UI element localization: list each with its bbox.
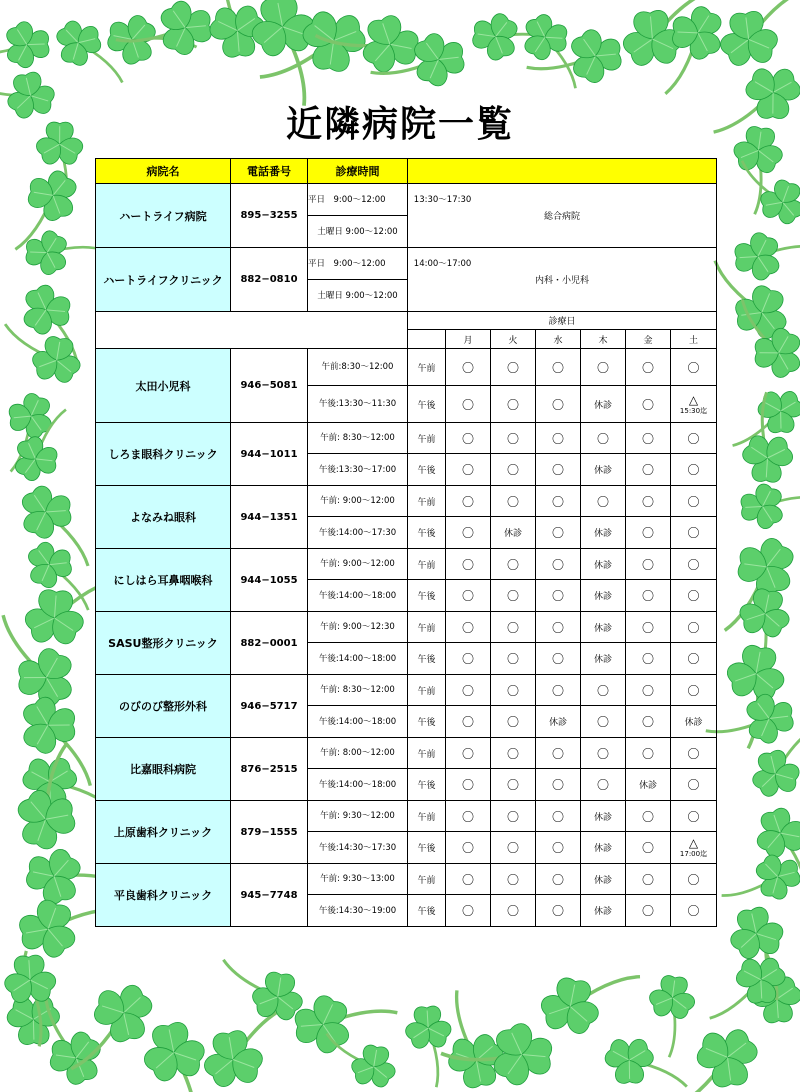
hospital-name: ハートライフ病院 bbox=[96, 184, 231, 248]
day-status: 〇 bbox=[626, 706, 671, 738]
day-status: 〇 bbox=[536, 423, 581, 454]
clinic-name: 平良歯科クリニック bbox=[96, 864, 231, 927]
day-status: 〇 bbox=[626, 895, 671, 927]
clinic-hours: 午前: 9:30～13:00 bbox=[308, 864, 408, 895]
day-status: 〇 bbox=[446, 706, 491, 738]
clinic-name: のびのび整形外科 bbox=[96, 675, 231, 738]
table-row bbox=[96, 738, 717, 769]
day-status: 〇 bbox=[536, 895, 581, 927]
day-status: 〇 bbox=[671, 801, 717, 832]
period-label: 午後 bbox=[408, 580, 446, 612]
table-header-row bbox=[96, 159, 717, 184]
day-status: 〇 bbox=[446, 423, 491, 454]
day-header: 金 bbox=[626, 330, 671, 349]
clinic-hours: 午前: 9:00～12:00 bbox=[308, 549, 408, 580]
day-status: 〇 bbox=[671, 580, 717, 612]
clinic-phone: 945−7748 bbox=[231, 864, 308, 927]
clinic-hours: 午後:13:30～17:00 bbox=[308, 454, 408, 486]
header-phone: 電話番号 bbox=[231, 159, 308, 184]
day-status: 〇 bbox=[626, 801, 671, 832]
day-status: 〇 bbox=[446, 549, 491, 580]
clover-icon bbox=[714, 847, 800, 916]
day-status: 〇 bbox=[671, 349, 717, 386]
period-label: 午前 bbox=[408, 612, 446, 643]
day-header: 木 bbox=[581, 330, 626, 349]
clover-icon bbox=[596, 1025, 698, 1092]
day-status: 〇 bbox=[536, 549, 581, 580]
table-row bbox=[96, 248, 717, 280]
table-row bbox=[96, 486, 717, 517]
day-status: 休診 bbox=[581, 801, 626, 832]
day-status: 休診 bbox=[581, 643, 626, 675]
clinic-phone: 946−5081 bbox=[231, 349, 308, 423]
hospital-department: 内科・小児科 bbox=[408, 248, 717, 312]
day-status: 〇 bbox=[536, 486, 581, 517]
day-status: 〇 bbox=[536, 349, 581, 386]
clinic-phone: 946−5717 bbox=[231, 675, 308, 738]
day-status-mark: △ bbox=[688, 392, 699, 407]
period-label: 午前 bbox=[408, 349, 446, 386]
period-label: 午後 bbox=[408, 769, 446, 801]
day-status: 〇 bbox=[536, 864, 581, 895]
day-status: 〇 bbox=[446, 580, 491, 612]
period-label: 午後 bbox=[408, 895, 446, 927]
clinic-hours: 午後:13:30～11:30 bbox=[308, 386, 408, 423]
day-status: 休診 bbox=[536, 706, 581, 738]
day-status: 〇 bbox=[626, 864, 671, 895]
day-status: 〇 bbox=[626, 832, 671, 864]
day-status: 〇 bbox=[581, 675, 626, 706]
period-label: 午後 bbox=[408, 517, 446, 549]
hours-weekday: 平日 9:00～12:00 13:30～17:30 bbox=[308, 184, 408, 216]
period-label: 午後 bbox=[408, 706, 446, 738]
day-status: 〇 bbox=[536, 454, 581, 486]
clinic-hours: 午前: 9:30～12:00 bbox=[308, 801, 408, 832]
clinic-phone: 944−1011 bbox=[231, 423, 308, 486]
day-status: 〇 bbox=[671, 675, 717, 706]
day-status: 休診 bbox=[581, 864, 626, 895]
day-status-note: 17:00迄 bbox=[679, 850, 708, 858]
table-row bbox=[96, 423, 717, 454]
clover-icon bbox=[534, 952, 652, 1046]
table-row bbox=[96, 184, 717, 216]
page-title: 近隣病院一覧 bbox=[285, 104, 514, 145]
clover-icon bbox=[639, 973, 700, 1060]
day-status: 〇 bbox=[536, 643, 581, 675]
clinic-hours: 午後:14:00～17:30 bbox=[308, 517, 408, 549]
clover-icon bbox=[25, 227, 105, 279]
day-status: 〇 bbox=[491, 454, 536, 486]
day-status: 〇 bbox=[536, 612, 581, 643]
day-status: 休診 bbox=[581, 895, 626, 927]
day-status: 〇 bbox=[671, 769, 717, 801]
day-status: 〇 bbox=[671, 454, 717, 486]
day-status: 〇 bbox=[491, 580, 536, 612]
day-status: 〇 bbox=[671, 864, 717, 895]
hospital-table bbox=[95, 158, 717, 927]
day-status: 〇 bbox=[446, 675, 491, 706]
day-status: 〇 bbox=[671, 549, 717, 580]
table-row bbox=[96, 612, 717, 643]
hours-saturday: 土曜日 9:00～12:00 bbox=[308, 280, 408, 312]
hours-saturday: 土曜日 9:00～12:00 bbox=[308, 216, 408, 248]
table-row bbox=[96, 349, 717, 386]
day-status: 〇 bbox=[446, 769, 491, 801]
day-status: 〇 bbox=[626, 386, 671, 423]
day-status: 〇 bbox=[491, 706, 536, 738]
day-status bbox=[671, 832, 717, 864]
day-status-note: 15:30迄 bbox=[679, 406, 708, 415]
clover-icon bbox=[734, 226, 800, 284]
table-row bbox=[96, 801, 717, 832]
day-status: 〇 bbox=[446, 643, 491, 675]
day-status: 〇 bbox=[446, 801, 491, 832]
day-status: 〇 bbox=[446, 349, 491, 386]
clover-icon bbox=[135, 1017, 223, 1092]
clinic-hours: 午前: 9:00～12:00 bbox=[308, 486, 408, 517]
clinic-phone: 876−2515 bbox=[231, 738, 308, 801]
day-status: 休診 bbox=[581, 832, 626, 864]
day-status: 〇 bbox=[626, 643, 671, 675]
day-status: 〇 bbox=[491, 386, 536, 423]
day-status: 〇 bbox=[626, 486, 671, 517]
day-status: 〇 bbox=[491, 769, 536, 801]
period-label: 午後 bbox=[408, 386, 446, 423]
period-label: 午後 bbox=[408, 454, 446, 486]
days-label: 診療日 bbox=[408, 312, 717, 330]
day-status: 〇 bbox=[671, 895, 717, 927]
clover-icon bbox=[644, 1013, 771, 1092]
day-status: 〇 bbox=[626, 423, 671, 454]
day-status: 〇 bbox=[491, 832, 536, 864]
day-status: 〇 bbox=[446, 864, 491, 895]
hours-weekday: 平日 9:00～12:00 14:00～17:00 bbox=[308, 248, 408, 280]
day-status: 〇 bbox=[671, 486, 717, 517]
clinic-name: よなみね眼科 bbox=[96, 486, 231, 549]
day-status: 〇 bbox=[446, 895, 491, 927]
clinic-phone: 944−1055 bbox=[231, 549, 308, 612]
day-status: 〇 bbox=[626, 549, 671, 580]
period-label: 午前 bbox=[408, 738, 446, 769]
day-status: 〇 bbox=[536, 738, 581, 769]
day-status: 休診 bbox=[581, 612, 626, 643]
clinic-phone: 882−0001 bbox=[231, 612, 308, 675]
day-status: 休診 bbox=[491, 517, 536, 549]
clinic-hours: 午後:14:00～18:00 bbox=[308, 580, 408, 612]
day-status: 〇 bbox=[446, 386, 491, 423]
clinic-phone: 879−1555 bbox=[231, 801, 308, 864]
period-label: 午前 bbox=[408, 864, 446, 895]
day-status: 〇 bbox=[491, 423, 536, 454]
day-status: 〇 bbox=[671, 423, 717, 454]
day-status: 〇 bbox=[626, 738, 671, 769]
day-status: 〇 bbox=[536, 832, 581, 864]
day-status: 〇 bbox=[446, 517, 491, 549]
day-status: 〇 bbox=[581, 349, 626, 386]
day-status: 〇 bbox=[491, 675, 536, 706]
day-status: 〇 bbox=[626, 675, 671, 706]
clinic-hours: 午後:14:00～18:00 bbox=[308, 706, 408, 738]
day-status: 〇 bbox=[671, 643, 717, 675]
clinic-name: 上原歯科クリニック bbox=[96, 801, 231, 864]
day-header: 火 bbox=[491, 330, 536, 349]
day-status: 〇 bbox=[446, 832, 491, 864]
days-label-row bbox=[96, 312, 717, 330]
day-status: 〇 bbox=[491, 643, 536, 675]
header-name: 病院名 bbox=[96, 159, 231, 184]
period-label: 午前 bbox=[408, 423, 446, 454]
clover-icon bbox=[0, 18, 50, 72]
hospital-department: 総合病院 bbox=[408, 184, 717, 248]
day-status: 〇 bbox=[491, 895, 536, 927]
clinic-hours: 午前: 8:30～12:00 bbox=[308, 675, 408, 706]
day-status: 〇 bbox=[581, 706, 626, 738]
hospital-name: ハートライフクリニック bbox=[96, 248, 231, 312]
day-status: 〇 bbox=[491, 612, 536, 643]
day-status: 〇 bbox=[491, 864, 536, 895]
day-status: 休診 bbox=[581, 549, 626, 580]
day-status: 〇 bbox=[581, 423, 626, 454]
clinic-name: 比嘉眼科病院 bbox=[96, 738, 231, 801]
clinic-hours: 午後:14:00～18:00 bbox=[308, 643, 408, 675]
day-status: 〇 bbox=[446, 454, 491, 486]
day-status: 〇 bbox=[446, 738, 491, 769]
day-status: 休診 bbox=[626, 769, 671, 801]
day-status: 〇 bbox=[536, 801, 581, 832]
blank-cell bbox=[96, 312, 408, 349]
day-status: 〇 bbox=[491, 801, 536, 832]
clinic-hours: 午前: 8:00～12:00 bbox=[308, 738, 408, 769]
day-status: 〇 bbox=[536, 675, 581, 706]
blank-period-header bbox=[408, 330, 446, 349]
day-status: 休診 bbox=[581, 454, 626, 486]
clinic-hours: 午前: 8:30～12:00 bbox=[308, 423, 408, 454]
clinic-hours: 午前: 9:00～12:30 bbox=[308, 612, 408, 643]
hospital-phone: 882−0810 bbox=[231, 248, 308, 312]
day-status: 〇 bbox=[671, 517, 717, 549]
day-status: 〇 bbox=[581, 486, 626, 517]
day-status: 〇 bbox=[626, 349, 671, 386]
day-status: 〇 bbox=[671, 612, 717, 643]
period-label: 午前 bbox=[408, 486, 446, 517]
day-status: 〇 bbox=[536, 517, 581, 549]
day-status-mark: △ bbox=[688, 836, 699, 850]
day-status: 〇 bbox=[446, 612, 491, 643]
day-header: 土 bbox=[671, 330, 717, 349]
day-status: 〇 bbox=[581, 738, 626, 769]
day-status: 〇 bbox=[581, 769, 626, 801]
table-row bbox=[96, 864, 717, 895]
period-label: 午後 bbox=[408, 643, 446, 675]
period-label: 午前 bbox=[408, 675, 446, 706]
clinic-name: にしはら耳鼻咽喉科 bbox=[96, 549, 231, 612]
day-header: 水 bbox=[536, 330, 581, 349]
clinic-phone: 944−1351 bbox=[231, 486, 308, 549]
day-status: 〇 bbox=[491, 549, 536, 580]
day-status: 〇 bbox=[491, 486, 536, 517]
header-hours: 診療時間 bbox=[308, 159, 408, 184]
day-status: 〇 bbox=[626, 612, 671, 643]
day-status: 〇 bbox=[491, 349, 536, 386]
header-extra bbox=[408, 159, 717, 184]
clover-icon bbox=[740, 478, 800, 532]
clover-icon bbox=[402, 1005, 458, 1089]
day-status: 〇 bbox=[671, 738, 717, 769]
period-label: 午後 bbox=[408, 832, 446, 864]
day-status: 〇 bbox=[446, 486, 491, 517]
period-label: 午前 bbox=[408, 801, 446, 832]
hospital-phone: 895−3255 bbox=[231, 184, 308, 248]
day-header: 月 bbox=[446, 330, 491, 349]
clinic-hours: 午前:8:30～12:00 bbox=[308, 349, 408, 386]
clinic-name: 太田小児科 bbox=[96, 349, 231, 423]
clinic-name: しろま眼科クリニック bbox=[96, 423, 231, 486]
day-status: 〇 bbox=[536, 386, 581, 423]
clinic-hours: 午後:14:00～18:00 bbox=[308, 769, 408, 801]
day-status: 〇 bbox=[626, 580, 671, 612]
clinic-name: SASU整形クリニック bbox=[96, 612, 231, 675]
table-row bbox=[96, 549, 717, 580]
day-status: 休診 bbox=[671, 706, 717, 738]
day-status: 〇 bbox=[536, 580, 581, 612]
day-status: 〇 bbox=[626, 454, 671, 486]
day-status: 休診 bbox=[581, 386, 626, 423]
day-status: 休診 bbox=[581, 517, 626, 549]
day-status: 〇 bbox=[536, 769, 581, 801]
day-status: 〇 bbox=[626, 517, 671, 549]
table-row bbox=[96, 675, 717, 706]
period-label: 午前 bbox=[408, 549, 446, 580]
day-status bbox=[671, 386, 717, 423]
clinic-hours: 午後:14:30～17:30 bbox=[308, 832, 408, 864]
day-status: 休診 bbox=[581, 580, 626, 612]
day-status: 〇 bbox=[491, 738, 536, 769]
clinic-hours: 午後:14:30～19:00 bbox=[308, 895, 408, 927]
